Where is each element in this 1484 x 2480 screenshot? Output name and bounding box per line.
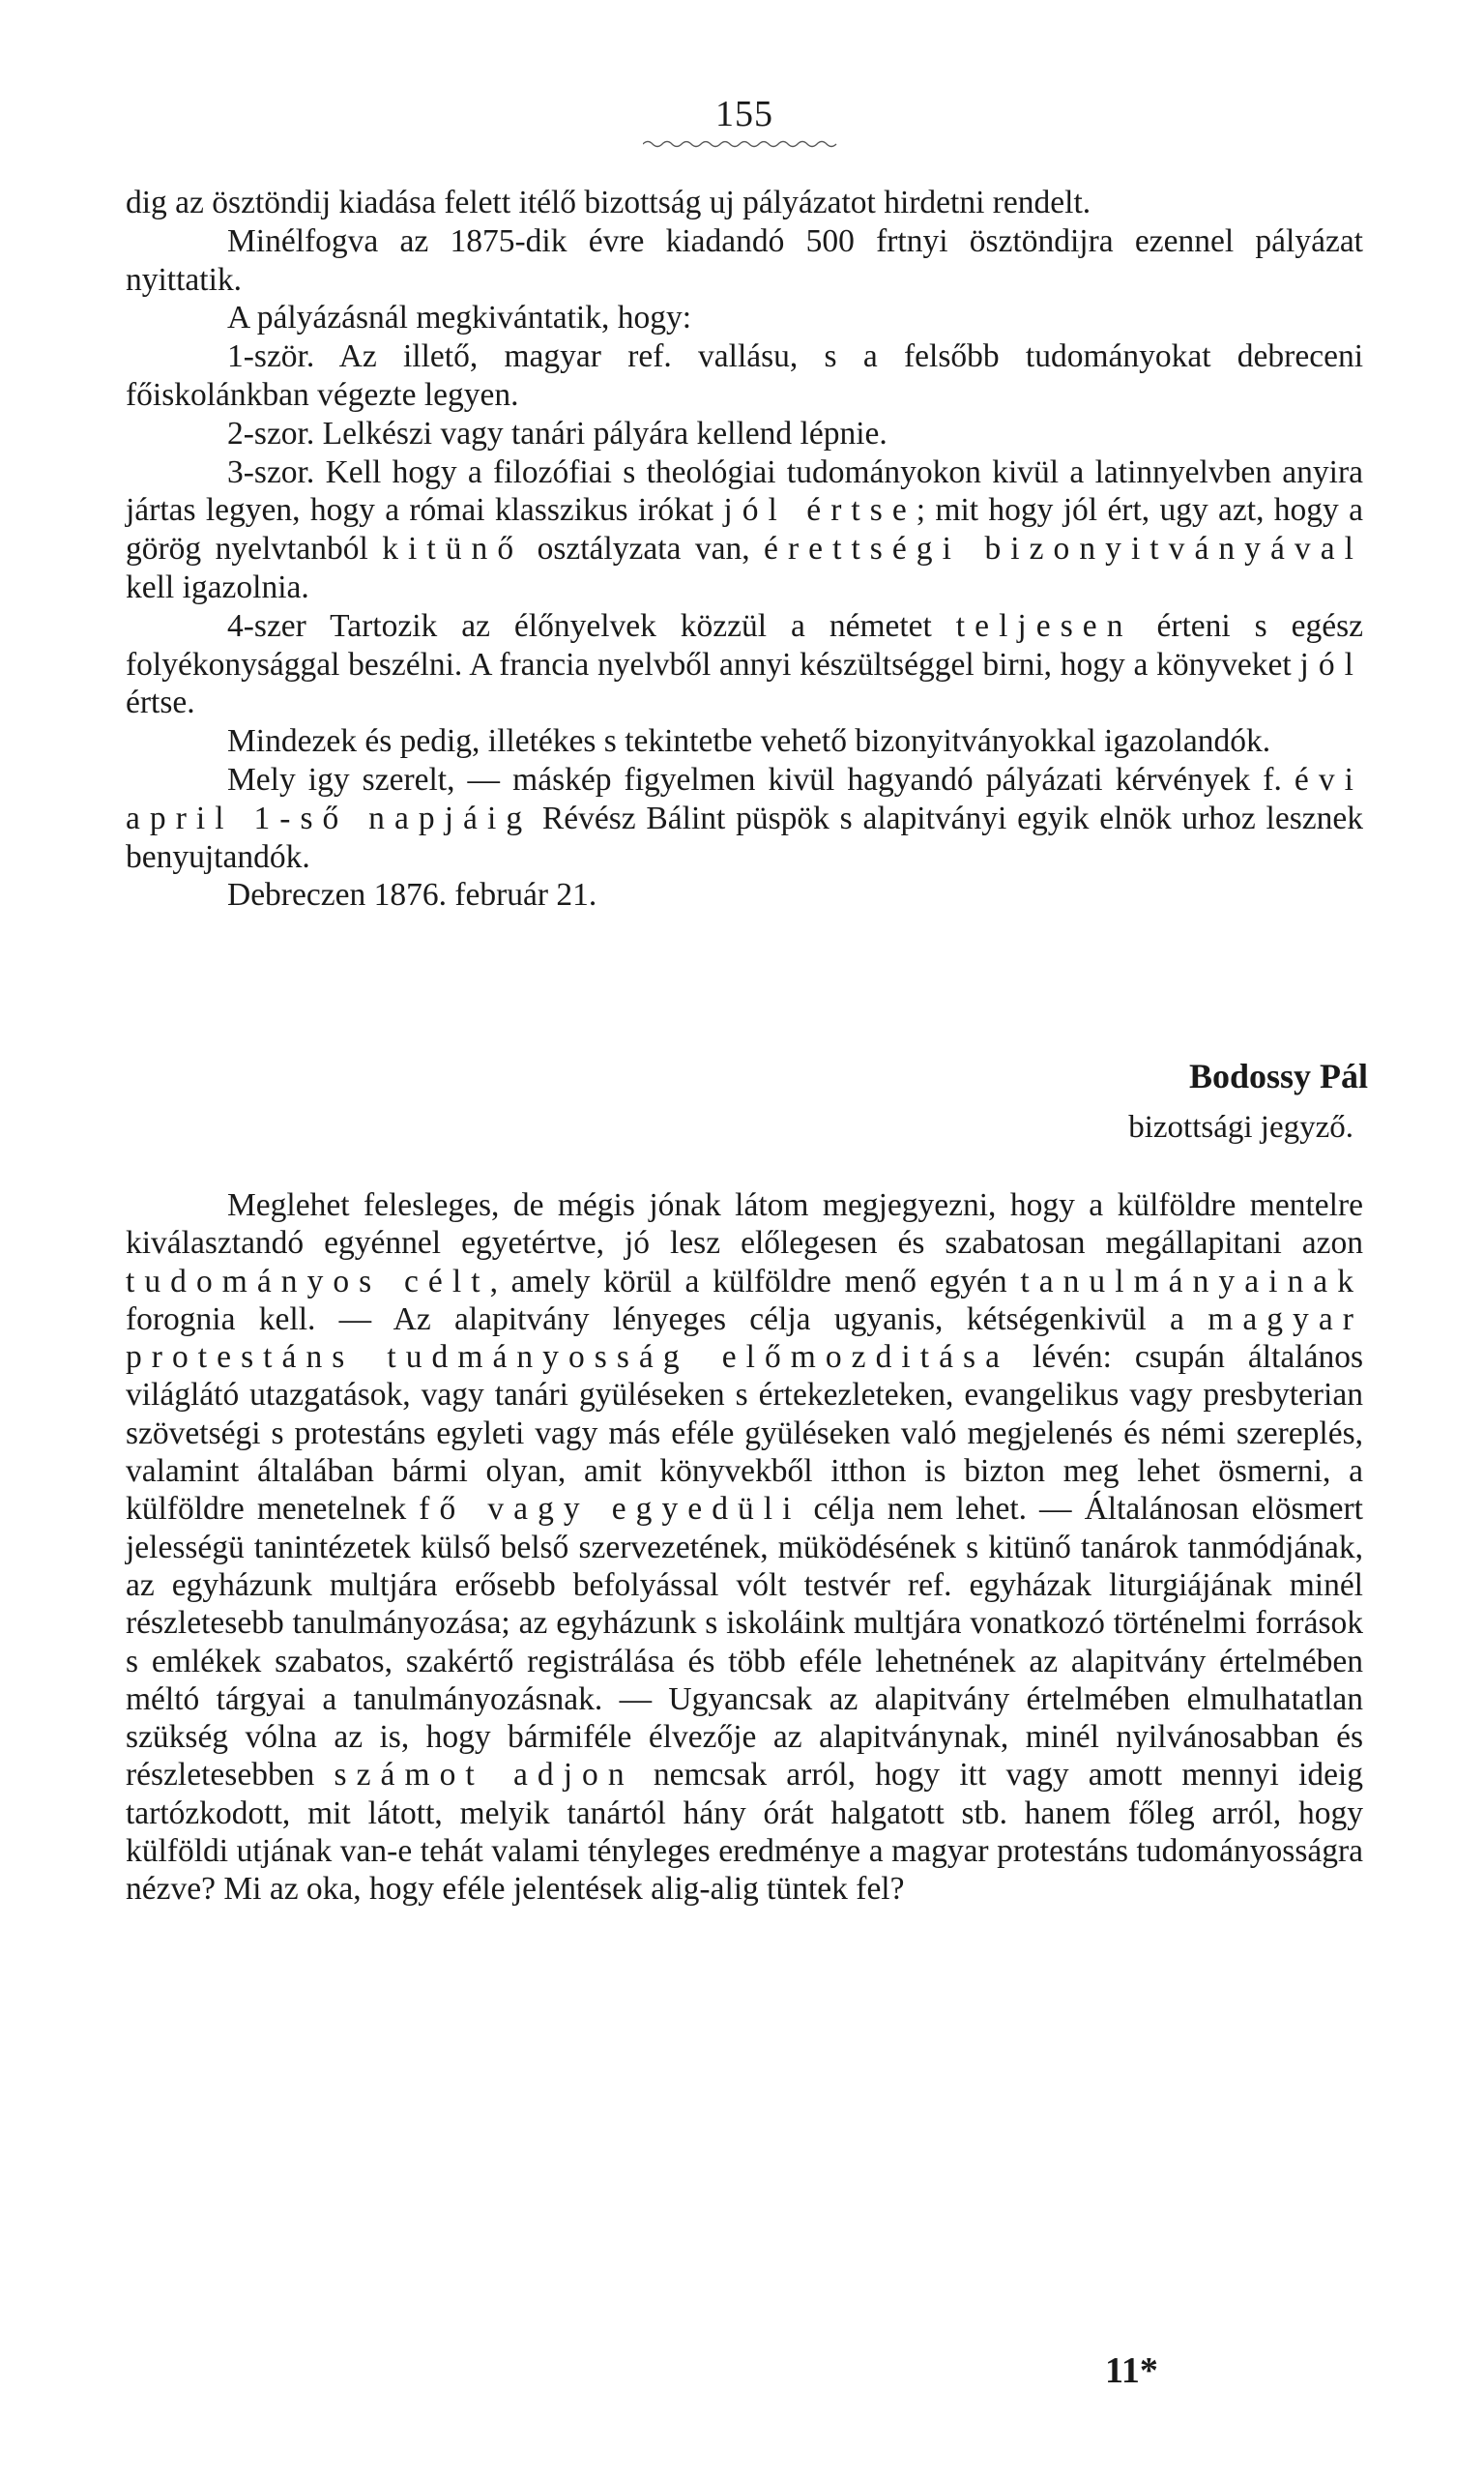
paragraph: Meglehet felesleges, de mégis jónak látom megjegyezni, hogy a külföldre mentelre kiválasztandó egyénnel egyetértve, jó lesz előlegesen és szabatosan megállapitani azon tudományos célt, amely körül a külföldre menő egyén tanulmányainak forognia kell. — Az alapitvány lényeges célja ugyanis, kétségenkivül a magyar protestáns tudmányosság előmozditása lévén: csupán általános világlátó utazgatások, vagy tanári gyüléseken s értekezleteken, evangelikus vagy presbyterian szövetségi s protestáns egyleti vagy más eféle gyüléseken való megjelenés és némi szereplés, valamint általában bármi olyan, amit könyvekből itthon is bizton meg lehet ösmerni, a külföldre menetelnek fő vagy egyedüli célja nem lehet. — Általánosan elösmert jelességü tanintézetek külső belső szervezetének, müködésének s kitünő tanárok tanmódjának, az egyházunk multjára erősebb befolyással vólt testvér ref. egyházak liturgiájának minél részletesebb tanulmányozása; az egyházunk s iskoláink multjára vonatkozó történelmi források s emlékek szabatos, szakértő registrálása és több eféle lehetnének az alapitvány értelmében méltó tárgyai a tanulmányozásnak. — Ugyancsak az alapitvány értelmében elmulhatatlan szükség vólna az is, hogy bármiféle élvezője az alapitványnak, minél nyilvánosabban és részletesebben számot adjon nemcsak arról, hogy itt vagy amott mennyi ideig tartózkodott, mit látott, melyik tanártól hány órát halgatott stb. hanem főleg arról, hogy külföldi utjának van-e tehát valami tényleges eredménye a magyar protestáns tudományosságra nézve? Mi az oka, hogy eféle jelentések alig-alig tüntek fel? (126, 1187, 1363, 1908)
page-ornament (643, 139, 841, 149)
signature-title: bizottsági jegyző. (1128, 1110, 1353, 1145)
paragraph: dig az ösztöndij kiadása felett itélő bizottság uj pályázatot hirdetni rendelt. (126, 185, 1091, 220)
commentary-text (126, 1186, 1363, 1909)
signature-name: Bodossy Pál (1188, 1057, 1368, 1095)
paragraph: Mely igy szerelt, — máskép figyelmen kivül hagyandó pályázati kérvények f. évi april 1-ső napjáig Révész Bálint püspök s alapitványi egyik elnök urhoz lesznek benyujtandók. (126, 761, 1363, 875)
requirement-3: 3-szor. Kell hogy a filozófiai s theológiai tudományokon kivül a latinnyelvben anyira jártas legyen, hogy a római klasszikus irókat jól értse; mit hogy jól ért, ugy azt, hogy a görög nyelvtanból kitünő osztályzata van, érettségi bizonyitványával kell igazolnia. (126, 453, 1364, 605)
requirement-4: 4-szer Tartozik az élőnyelvek közzül a németet teljesen érteni s egész folyékonysággal beszélni. A francia nyelvből annyi készültséggel birni, hogy a könyveket jól értse. (126, 607, 1363, 721)
paragraph: Minélfogva az 1875-dik évre kiadandó 500 frtnyi ösztöndijra ezennel pályázat nyittatik. (126, 222, 1363, 298)
page-number: 155 (715, 94, 773, 134)
paragraph: A pályázásnál megkivántatik, hogy: (227, 300, 692, 336)
announcement-text (126, 184, 1363, 915)
signature-mark: 11* (1105, 2350, 1158, 2391)
requirement-1: 1-ször. Az illető, magyar ref. vallásu, s a felsőbb tudományokat debreceni főiskolánkban végezte legyen. (126, 338, 1363, 413)
date-line: Debreczen 1876. február 21. (227, 877, 597, 914)
requirement-2: 2-szor. Lelkészi vagy tanári pályára kellend lépnie. (227, 415, 887, 452)
paragraph: Mindezek és pedig, illetékes s tekintetbe vehető bizonyitványokkal igazolandók. (227, 723, 1271, 760)
